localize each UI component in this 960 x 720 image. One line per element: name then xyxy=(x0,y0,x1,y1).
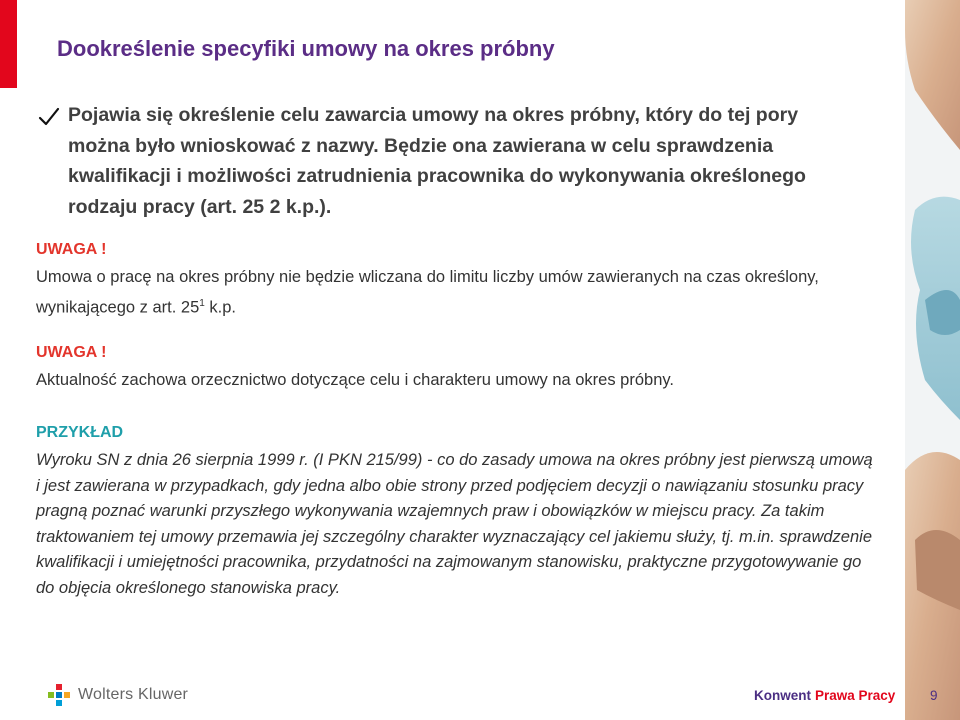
wolters-kluwer-logo-icon xyxy=(48,684,70,706)
footer-brand xyxy=(754,688,895,703)
bullet-text: Pojawia się określenie celu zawarcia umowy na okres próbny, który do tej pory można było wnioskować z nazwy. Będzie ona zawierana w celu sprawdzenia kwalifikacji i możliwości zatrudnienia pracownika do wykonywania określonego rodzaju pracy (art. 25 2 k.p.). xyxy=(68,104,806,218)
superscript: 1 xyxy=(199,297,205,309)
note-warning-2 xyxy=(36,342,874,394)
warning-label: UWAGA ! xyxy=(36,344,107,361)
brand-konwent: Konwent xyxy=(754,688,811,703)
note-warning-1 xyxy=(36,239,874,321)
footer-logo xyxy=(48,684,188,706)
warning-text: Umowa o pracę na okres próbny nie będzie wliczana do limitu liczby umów zawieranych na czas określony, wynikającego z art. $25^1$ k.p. xyxy=(36,268,819,316)
accent-bar xyxy=(0,0,17,88)
brand-prawa-pracy: Prawa Pracy xyxy=(815,688,896,703)
bullet-point xyxy=(38,100,868,222)
warning-text: Aktualność zachowa orzecznictwo dotyczące celu i charakteru umowy na okres próbny. xyxy=(36,371,674,389)
example-text: Wyroku SN z dnia 26 sierpnia 1999 r. (I PKN 215/99) - co do zasady umowa na okres próbny jest pierwszą umową i jest zawierana w przypadkach, gdy jedna albo obie strony przed podjęciem decyzji o nawiązaniu stosunku pracy pragną poznać warunki przyszłego wykonywania wzajemnych praw i obowiązków w miejscu pracy. Za takim traktowaniem tej umowy przemawia jej szczególny charakter wyznaczający cel jakiemu służy, tj. m.in. sprawdzenie kwalifikacji i umiejętności pracownika, przydatności na zajmowanym stanowisku, praktyczne przygotowywanie go do objęcia określonego stanowiska pracy. xyxy=(36,451,873,597)
puzzle-photo-strip xyxy=(905,0,960,720)
check-icon xyxy=(38,106,60,128)
example-label: PRZYKŁAD xyxy=(36,424,124,441)
logo-text: Wolters Kluwer xyxy=(78,686,189,703)
slide-title: Dookreślenie specyfiki umowy na okres próbny xyxy=(57,36,555,61)
example-block xyxy=(36,422,874,601)
warning-label: UWAGA ! xyxy=(36,241,107,258)
page-number: 9 xyxy=(930,688,938,703)
